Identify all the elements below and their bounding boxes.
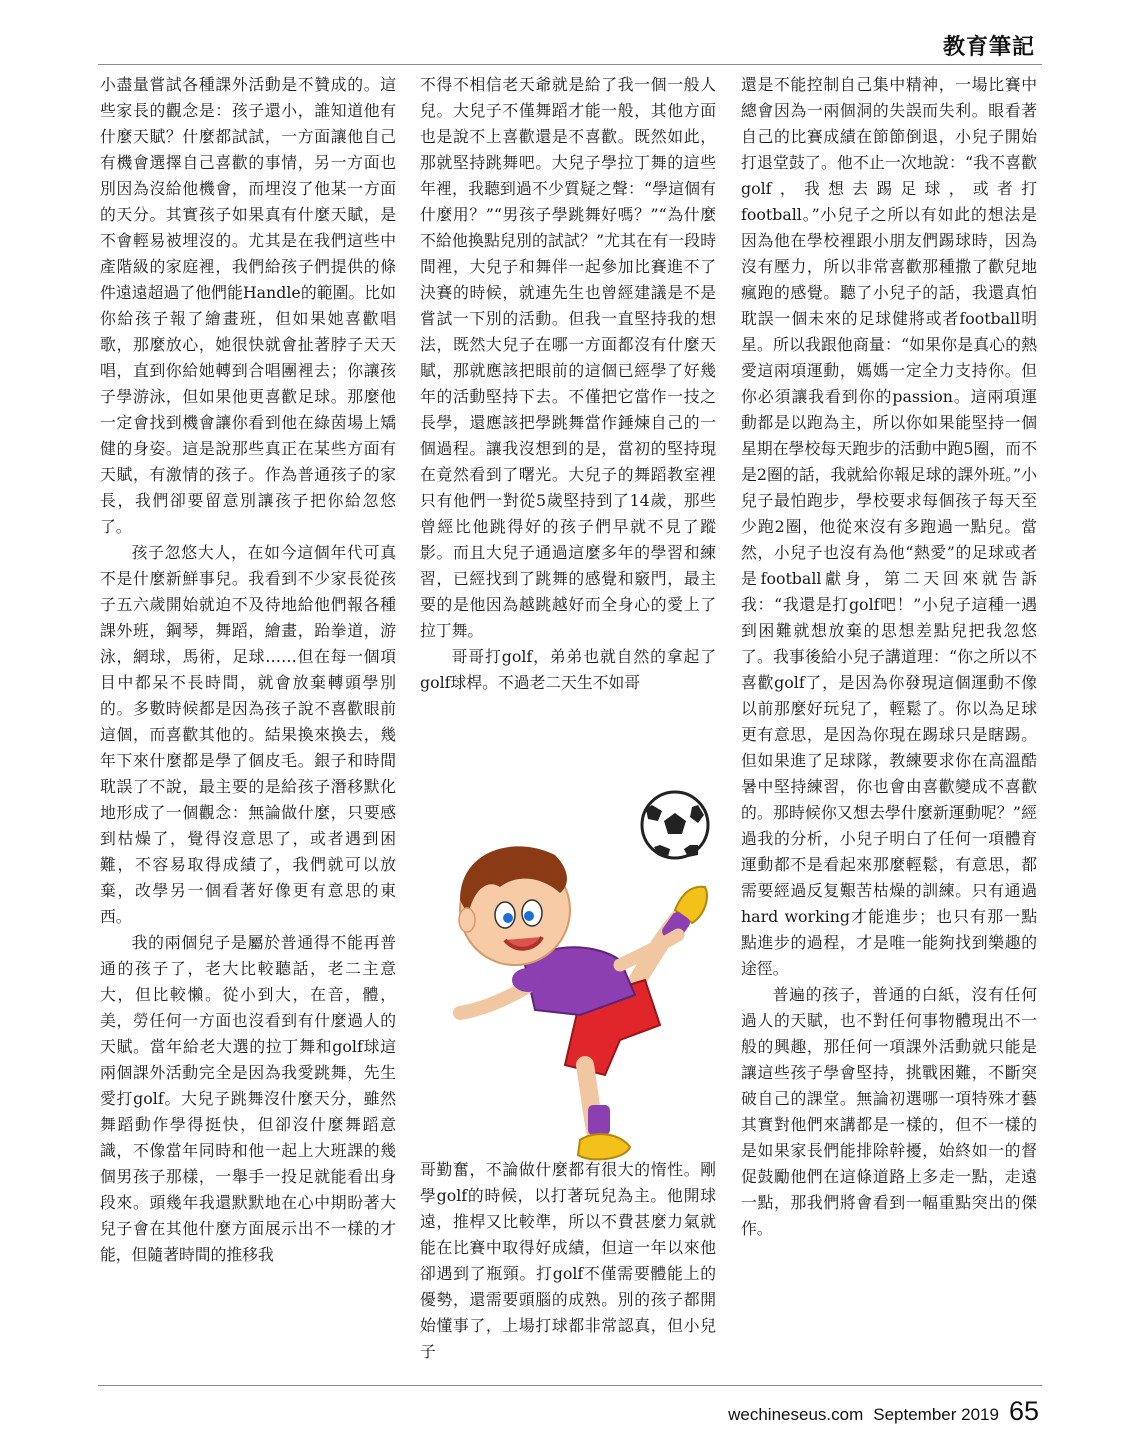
soccer-ball-icon [642,792,708,858]
footer-divider [98,1385,1042,1386]
soccer-player-icon [420,775,720,1175]
paragraph: 我的兩個兒子是屬於普通得不能再普通的孩子了，老大比較聽話，老二主意大，但比較懶。從小到大，在音，體，美，勞任何一方面也沒看到有什麼過人的天賦。當年給老大選的拉丁舞和golf球這兩個課外活動完全是因為我愛跳舞，先生愛打golf。大兒子跳舞沒什麼天分，雖然舞蹈動作學得挺快，但卻沒什麼舞蹈意識，不像當年同時和他一起上大班課的幾個男孩子那樣，一舉手一投足就能看出身段來。頭幾年我還默默地在心中期盼著大兒子會在其他什麼方面展示出不一樣的才能，但隨著時間的推移我 [100,933,396,1264]
paragraph: 還是不能控制自己集中精神，一場比賽中總會因為一兩個洞的失誤而失利。眼看著自己的比賽成績在節節倒退，小兒子開始打退堂鼓了。他不止一次地說：“我不喜歡golf，我想去踢足球，或者打football。”小兒子之所以有如此的想法是因為他在學校裡跟小朋友們踢球時，因為沒有壓力，所以非常喜歡那種撒了歡兒地瘋跑的感覺。聽了小兒子的話，我還真怕耽誤一個未來的足球健將或者football明星。所以我跟他商量：“如果你是真心的熱愛這兩項運動，媽媽一定全力支持你。但你必須讓我看到你的passion。這兩項運動都是以跑為主，所以你如果能堅持一個星期在學校每天跑步的活動中跑5圈，而不是2圈的話，我就給你報足球的課外班。”小兒子最怕跑步，學校要求每個孩子每天至少跑2圈，他從來沒有多跑過一點兒。當然，小兒子也沒有為他“熱愛”的足球或者是football獻身，第二天回來就告訴我：“我還是打golf吧！”小兒子這種一遇到困難就想放棄的思想差點兒把我忽悠了。我事後給小兒子講道理：“你之所以不喜歡golf了，是因為你發現這個運動不像以前那麼好玩兒了，輕鬆了。你以為足球更有意思，是因為你現在踢球只是瞎踢。但如果進了足球隊，教練要求你在高溫酷暑中堅持練習，你也會由喜歡變成不喜歡的。那時候你又想去學什麼新運動呢？”經過我的分析，小兒子明白了任何一項體育運動都不是看起來那麼輕鬆，有意思，都需要經過反复艱苦枯燥的訓練。只有通過hard working才能進步；也只有那一點點進步的過程，才是唯一能夠找到樂趣的途徑。 [741,75,1037,978]
paragraph: 哥勤奮，不論做什麼都有很大的惰性。剛學golf的時候，以打著玩兒為主。他開球遠，推桿又比較準，所以不費甚麼力氣就能在比賽中取得好成績，但這一年以來他卻遇到了瓶頸。打golf不僅需要體能上的優勢，還需要頭腦的成熟。別的孩子都開始懂事了，上場打球都非常認真，但小兒子 [420,1160,716,1361]
paragraph: 孩子忽悠大人，在如今這個年代可真不是什麼新鮮事兒。我看到不少家長從孩子五六歲開始就迫不及待地給他們報各種課外班，鋼琴，舞蹈，繪畫，跆拳道，游泳，網球，馬術，足球……但在每一個項目中都呆不長時間，就會放棄轉頭學別的。多數時候都是因為孩子說不喜歡眼前這個，而喜歡其他的。結果換來換去，幾年下來什麼都是學了個皮毛。銀子和時間耽誤了不說，最主要的是給孩子潛移默化地形成了一個觀念：無論做什麼，只要感到枯燥了，覺得沒意思了，或者遇到困難，不容易取得成績了，我們就可以放棄，改學另一個看著好像更有意思的東西。 [100,543,396,926]
site-url: wechineseus.com [728,1405,864,1424]
section-title: 教育筆記 [942,35,1035,60]
page-number: 65 [1008,1396,1039,1426]
issue-date: September 2019 [873,1405,999,1424]
column-2-continuation [420,1157,716,1365]
article-column-3 [741,72,1037,1242]
paragraph: 小盡量嘗試各種課外活動是不贊成的。這些家長的觀念是：孩子還小，誰知道他有什麼天賦？什麼都試試，一方面讓他自己有機會選擇自己喜歡的事情，另一方面也別因為沒給他機會，而埋沒了他某一方面的天分。其實孩子如果真有什麼天賦，是不會輕易被埋沒的。尤其是在我們這些中產階級的家庭裡，我們給孩子們提供的條件遠遠超過了他們能Handle的範圍。比如你給孩子報了繪畫班，但如果她喜歡唱歌，那麼放心，她很快就會扯著脖子天天唱，直到你給她轉到合唱團裡去；你讓孩子學游泳，但如果他更喜歡足球。那麼他一定會找到機會讓你看到他在綠茵場上矯健的身姿。這是說那些真正在某些方面有天賦，有激情的孩子。作為普通孩子的家長，我們卻要留意別讓孩子把你給忽悠了。 [100,75,396,536]
article-column-1 [100,72,396,1268]
article-column-2 [420,72,716,1372]
paragraph: 不得不相信老天爺就是給了我一個一般人兒。大兒子不僅舞蹈才能一般，其他方面也是說不上喜歡還是不喜歡。既然如此，那就堅持跳舞吧。大兒子學拉丁舞的這些年裡，我聽到過不少質疑之聲：“學這個有什麼用？”“男孩子學跳舞好嗎？”“為什麼不給他換點兒別的試試？”尤其在有一段時間裡，大兒子和舞伴一起參加比賽進不了決賽的時候，就連先生也曾經建議是不是嘗試一下別的活動。但我一直堅持我的想法，既然大兒子在哪一方面都沒有什麼天賦，那就應該把眼前的這個已經學了好幾年的活動堅持下去。不僅把它當作一技之長學，還應該把學跳舞當作錘煉自己的一個過程。讓我沒想到的是，當初的堅持現在竟然看到了曙光。大兒子的舞蹈教室裡只有他們一對從5歲堅持到了14歲，那些曾經比他跳得好的孩子們早就不見了蹤影。而且大兒子通過這麼多年的學習和練習，已經找到了跳舞的感覺和竅門，最主要的是他因為越跳越好而全身心的愛上了拉丁舞。 [420,75,716,640]
paragraph: 哥哥打golf，弟弟也就自然的拿起了golf球桿。不過老二天生不如哥 [420,647,716,692]
footer [728,1396,1039,1427]
header-divider [98,64,1042,65]
paragraph: 普遍的孩子，普通的白紙，沒有任何過人的天賦，也不對任何事物體現出不一般的興趣，那任何一項課外活動就只能是讓這些孩子學會堅持，挑戰困難，不斷突破自己的課堂。無論初選哪一項特殊才藝其實對他們來講都是一樣的，但不一樣的是如果家長們能排除幹擾，始終如一的督促鼓勵他們在這條道路上多走一點，走遠一點，那我們將會看到一幅重點突出的傑作。 [741,985,1037,1238]
